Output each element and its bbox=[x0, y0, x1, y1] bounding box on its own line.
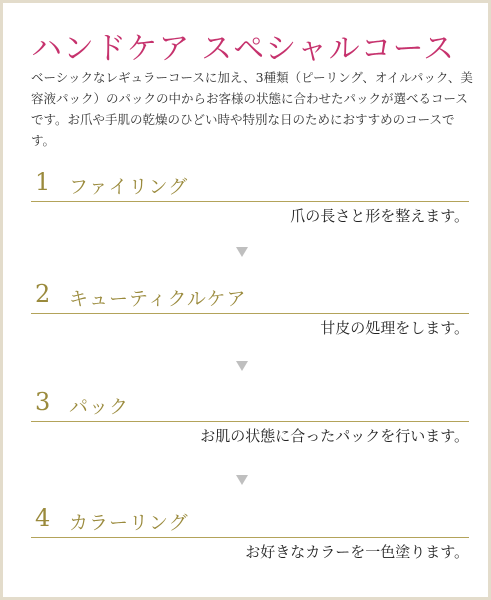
page-title: ハンドケア スペシャルコース bbox=[31, 31, 456, 67]
step-header bbox=[31, 280, 469, 313]
down-triangle-icon bbox=[236, 247, 248, 257]
down-triangle-icon bbox=[236, 361, 248, 371]
step-description: 爪の長さと形を整えます。 bbox=[290, 207, 469, 225]
step-divider bbox=[31, 421, 469, 422]
step-title: カラーリング bbox=[69, 512, 189, 534]
step-header bbox=[31, 168, 469, 201]
step-title: パック bbox=[69, 396, 130, 418]
step-title: キューティクルケア bbox=[69, 288, 247, 310]
step-cuticle-care bbox=[31, 280, 469, 340]
step-divider bbox=[31, 313, 469, 314]
step-description: 甘皮の処理をします。 bbox=[320, 319, 469, 337]
step-number: 1 bbox=[35, 168, 51, 196]
step-coloring bbox=[31, 504, 469, 564]
step-title: ファイリング bbox=[69, 176, 189, 198]
step-number: 4 bbox=[35, 504, 51, 532]
course-intro: ベーシックなレギュラーコースに加え、3種類（ピーリング、オイルパック、美容液パック）のパックの中からお客様の状態に合わせたパックが選べるコースです。お爪や手肌の乾燥のひどい時や特別な日のためにおすすめのコースです。 bbox=[31, 70, 473, 148]
step-number: 2 bbox=[35, 280, 51, 308]
step-filing bbox=[31, 168, 469, 228]
step-number: 3 bbox=[35, 388, 51, 416]
step-description: お肌の状態に合ったパックを行います。 bbox=[200, 427, 469, 445]
step-pack bbox=[31, 388, 469, 448]
step-divider bbox=[31, 537, 469, 538]
step-header bbox=[31, 504, 469, 537]
step-description: お好きなカラーを一色塗ります。 bbox=[245, 543, 469, 561]
step-header bbox=[31, 388, 469, 421]
step-divider bbox=[31, 201, 469, 202]
down-triangle-icon bbox=[236, 475, 248, 485]
